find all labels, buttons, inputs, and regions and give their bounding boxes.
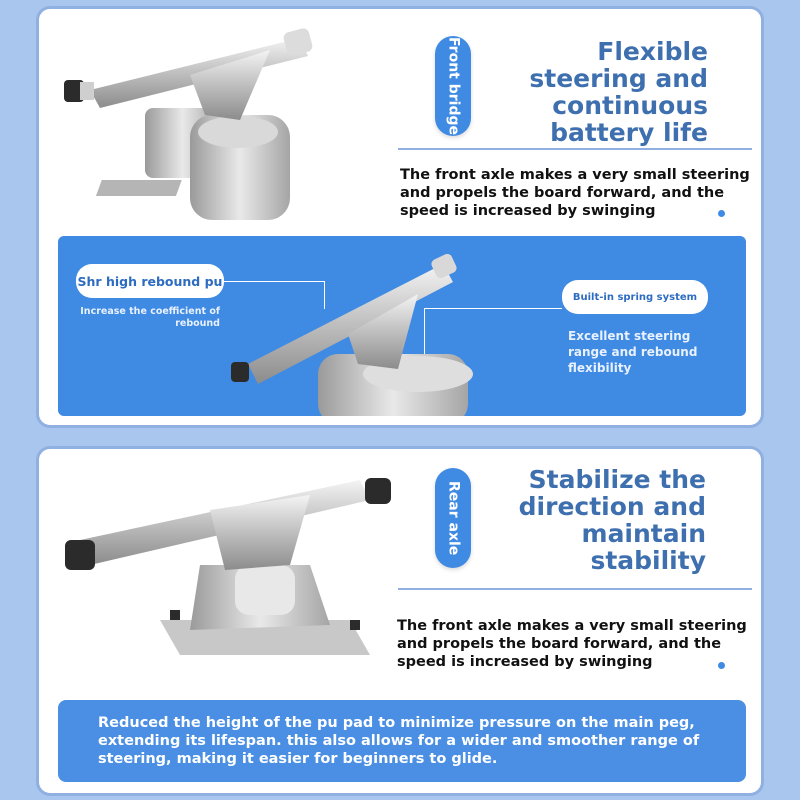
rear-headline-line: direction and — [518, 492, 706, 521]
rear-description: The front axle makes a very small steering and propels the board forward, and the speed is increased by swinging — [397, 618, 747, 670]
front-headline — [408, 38, 708, 146]
front-truck-image — [60, 20, 330, 230]
front-headline-line: battery life — [550, 118, 708, 147]
right-leader-line — [424, 308, 562, 309]
rear-axle-tag: Rear axle — [435, 468, 471, 568]
rear-divider — [398, 588, 752, 590]
shr-pu-label: Shr high rebound pu — [76, 264, 224, 298]
rear-truck-image — [60, 470, 400, 700]
rear-headline — [386, 466, 706, 574]
spring-system-label: Built-in spring system — [562, 280, 708, 314]
right-leader-line — [424, 308, 425, 354]
front-headline-line: continuous — [552, 91, 708, 120]
bottom-note-text: Reduced the height of the pu pad to minimize pressure on the main peg, extending its lifespan. this also allows for a wider and smoother range of steering, making it easier for beginners to glide. — [98, 715, 700, 767]
front-dot — [718, 210, 725, 217]
front-description: The front axle makes a very small steering and propels the board forward, and the speed is increased by swinging — [400, 167, 750, 219]
rear-headline-line: Stabilize the — [528, 465, 706, 494]
front-divider — [398, 148, 752, 150]
rear-headline-line: stability — [590, 546, 706, 575]
bottom-note-panel — [58, 700, 746, 782]
rear-headline-line: maintain — [581, 519, 706, 548]
front-detail-panel — [58, 236, 746, 416]
shr-pu-subtext: Increase the coefficient of rebound — [80, 306, 220, 329]
left-leader-line — [224, 281, 324, 282]
rear-dot — [718, 662, 725, 669]
front-bridge-tag: Front bridge — [435, 36, 471, 136]
spring-system-subtext: Excellent steering range and rebound flexibility — [568, 329, 698, 375]
left-leader-line — [324, 281, 325, 309]
front-truck-closeup-image — [228, 254, 548, 416]
front-headline-line: steering and — [529, 64, 708, 93]
front-headline-line: Flexible — [597, 37, 708, 66]
